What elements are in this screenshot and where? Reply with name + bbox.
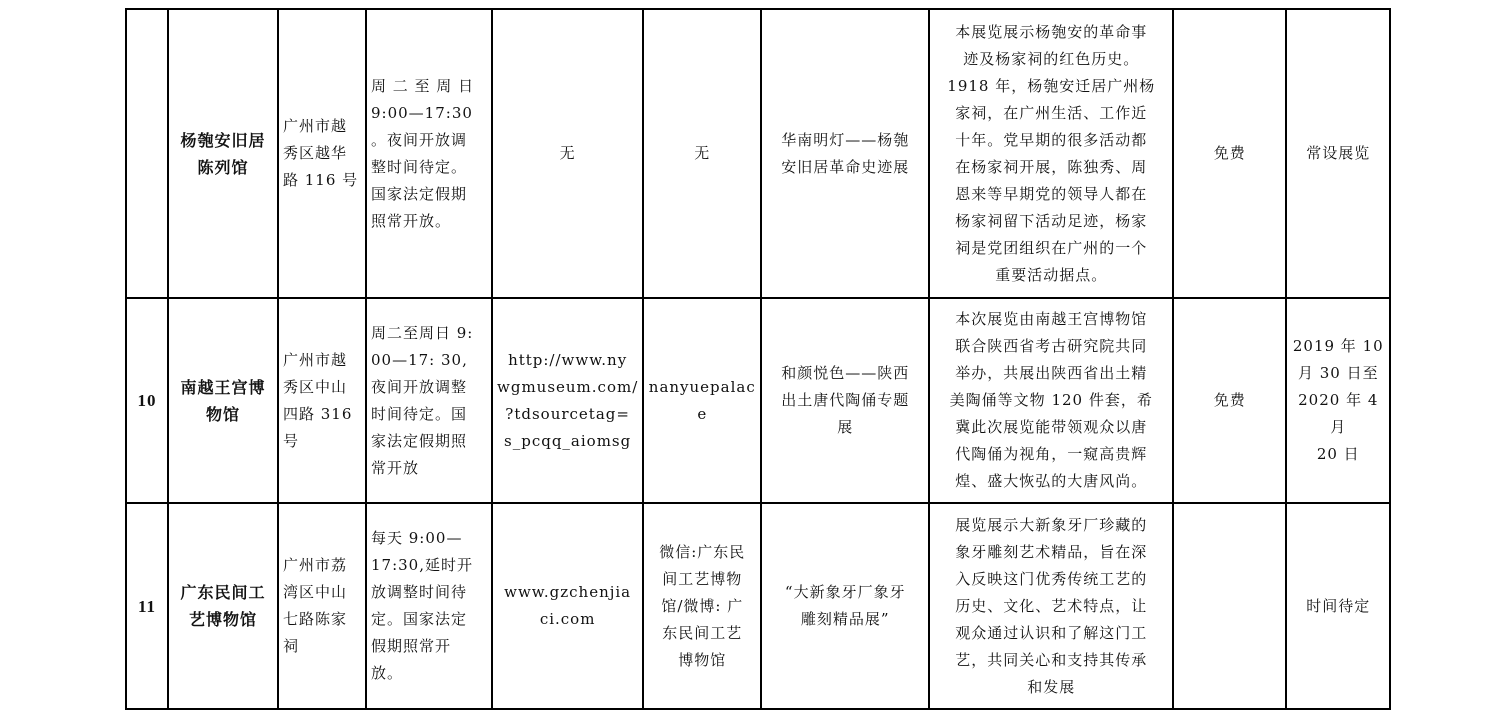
opening-hours-cell: 每天 9:00— 17:30,延时开 放调整时间待 定。国家法定 假期照常开 放。 — [366, 503, 492, 709]
exhibition-period-cell: 常设展览 — [1286, 9, 1390, 298]
website-cell: http://www.ny wgmuseum.com/ ?tdsourcetag= s_pcqq_aiomsg — [492, 298, 643, 503]
table-row — [126, 503, 1390, 709]
exhibition-title-cell: 和颜悦色——陕西 出土唐代陶俑专题 展 — [761, 298, 929, 503]
exhibition-period-cell: 2019 年 10 月 30 日至 2020 年 4 月 20 日 — [1286, 298, 1390, 503]
exhibition-description-cell: 本展览展示杨匏安的革命事 迹及杨家祠的红色历史。 1918 年，杨匏安迁居广州杨 家祠，在广州生活、工作近 十年。党早期的很多活动都 在杨家祠开展，陈独秀、周 恩来等早期党的领导人都在 杨家祠留下活动足迹，杨家 祠是党团组织在广州的一个 重要活动据点。 — [929, 9, 1173, 298]
social-media-cell: 无 — [643, 9, 761, 298]
website-cell: 无 — [492, 9, 643, 298]
admission-fee-cell: 免费 — [1173, 298, 1286, 503]
address-cell: 广州市越 秀区越华 路 116 号 — [278, 9, 366, 298]
museum-name-cell: 南越王宫博 物馆 — [168, 298, 278, 503]
exhibition-period-cell: 时间待定 — [1286, 503, 1390, 709]
exhibition-title-cell: “大新象牙厂象牙 雕刻精品展” — [761, 503, 929, 709]
social-media-cell: 微信:广东民 间工艺博物 馆/微博: 广 东民间工艺 博物馆 — [643, 503, 761, 709]
row-number-cell: 10 — [126, 298, 168, 503]
table-row — [126, 9, 1390, 298]
exhibition-description-cell: 本次展览由南越王宫博物馆 联合陕西省考古研究院共同 举办，共展出陕西省出土精 美陶俑等文物 120 件套，希 冀此次展览能带领观众以唐 代陶俑为视角，一窥高贵辉 煌、盛大恢弘的大唐风尚。 — [929, 298, 1173, 503]
exhibition-title-cell: 华南明灯——杨匏 安旧居革命史迹展 — [761, 9, 929, 298]
row-number-cell: 11 — [126, 503, 168, 709]
address-cell: 广州市越 秀区中山 四路 316 号 — [278, 298, 366, 503]
opening-hours-cell: 周二至周日 9: 00—17: 30, 夜间开放调整 时间待定。国 家法定假期照 常开放 — [366, 298, 492, 503]
museum-exhibition-table — [125, 8, 1391, 710]
admission-fee-cell: 免费 — [1173, 9, 1286, 298]
row-number-cell — [126, 9, 168, 298]
social-media-cell: nanyuepalac e — [643, 298, 761, 503]
address-cell: 广州市荔 湾区中山 七路陈家 祠 — [278, 503, 366, 709]
website-cell: www.gzchenjia ci.com — [492, 503, 643, 709]
museum-name-cell: 广东民间工 艺博物馆 — [168, 503, 278, 709]
table-row — [126, 298, 1390, 503]
museum-name-cell: 杨匏安旧居 陈列馆 — [168, 9, 278, 298]
exhibition-description-cell: 展览展示大新象牙厂珍藏的 象牙雕刻艺术精品，旨在深 入反映这门优秀传统工艺的 历史、文化、艺术特点，让 观众通过认识和了解这门工 艺，共同关心和支持其传承 和发展 — [929, 503, 1173, 709]
opening-hours-cell: 周 二 至 周 日 9:00—17:30 。夜间开放调 整时间待定。 国家法定假期 照常开放。 — [366, 9, 492, 298]
admission-fee-cell — [1173, 503, 1286, 709]
